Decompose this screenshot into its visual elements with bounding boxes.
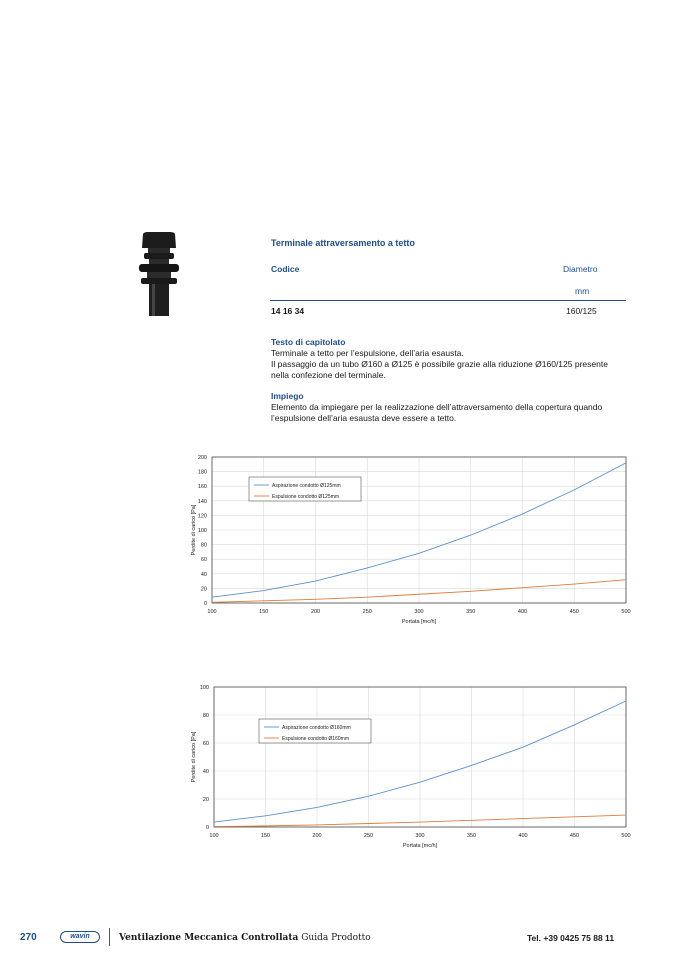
y-tick-label: 20 bbox=[202, 797, 209, 803]
y-tick-label: 40 bbox=[200, 571, 207, 578]
y-tick-label: 160 bbox=[197, 484, 207, 491]
table-divider bbox=[270, 300, 626, 301]
usage-heading: Impiego bbox=[271, 391, 304, 401]
y-axis-label: Perdite di carico [Pa] bbox=[191, 731, 197, 783]
x-axis-label: Portata [mc/h] bbox=[401, 619, 437, 625]
y-tick-label: 0 bbox=[205, 825, 209, 831]
x-tick-label: 450 bbox=[569, 609, 579, 615]
x-tick-label: 250 bbox=[363, 833, 374, 839]
spec-line: nella confezione del terminale. bbox=[271, 370, 386, 380]
legend-entry: Espulsione condotto Ø125mm bbox=[272, 493, 339, 500]
x-tick-label: 250 bbox=[362, 609, 372, 615]
y-tick-label: 120 bbox=[197, 513, 207, 520]
diametro-label: Diametro bbox=[563, 264, 598, 274]
footer-separator bbox=[109, 928, 110, 946]
y-tick-label: 40 bbox=[202, 769, 209, 775]
product-code: 14 16 34 bbox=[271, 306, 305, 316]
wavin-logo: wavin bbox=[60, 931, 100, 943]
x-tick-label: 300 bbox=[414, 609, 424, 615]
y-tick-label: 60 bbox=[202, 741, 209, 747]
usage-line: l’espulsione dell’aria esausta deve essere a tetto. bbox=[271, 413, 457, 423]
usage-line: Elemento da impiegare per la realizzazione dell’attraversamento della copertura quando bbox=[271, 402, 603, 412]
x-tick-label: 350 bbox=[466, 609, 476, 615]
spec-line: Terminale a tetto per l’espulsione, dell’aria esausta. bbox=[271, 348, 464, 358]
x-tick-label: 150 bbox=[260, 833, 271, 839]
footer-title-rest: Guida Prodotto bbox=[301, 933, 371, 943]
product-image bbox=[134, 230, 184, 318]
y-tick-label: 80 bbox=[200, 542, 207, 549]
y-tick-label: 100 bbox=[199, 685, 209, 691]
x-tick-label: 450 bbox=[569, 833, 580, 839]
x-tick-label: 350 bbox=[466, 833, 477, 839]
y-tick-label: 180 bbox=[197, 469, 207, 476]
y-tick-label: 0 bbox=[203, 601, 207, 607]
legend-entry: Aspirazione condotto Ø125mm bbox=[272, 482, 341, 489]
y-tick-label: 140 bbox=[197, 498, 207, 505]
y-tick-label: 60 bbox=[200, 557, 207, 564]
x-tick-label: 100 bbox=[207, 609, 217, 615]
spec-body bbox=[271, 348, 631, 381]
usage-body bbox=[271, 402, 631, 424]
x-tick-label: 400 bbox=[517, 609, 528, 615]
footer-title-bold: Ventilazione Meccanica Controllata bbox=[119, 933, 299, 943]
y-tick-label: 20 bbox=[200, 586, 207, 593]
y-axis-label: Perdite di carico [Pa] bbox=[191, 504, 197, 556]
x-tick-label: 500 bbox=[621, 609, 631, 615]
diametro-unit: mm bbox=[575, 286, 590, 296]
x-tick-label: 200 bbox=[310, 609, 321, 615]
footer-title bbox=[119, 933, 371, 943]
spec-line: Il passaggio da un tubo Ø160 a Ø125 è possibile grazie alla riduzione Ø160/125 presente bbox=[271, 359, 608, 369]
footer-tel: Tel. +39 0425 75 88 11 bbox=[527, 933, 615, 943]
x-tick-label: 100 bbox=[209, 833, 219, 839]
x-tick-label: 150 bbox=[259, 609, 269, 615]
y-tick-label: 80 bbox=[202, 713, 209, 719]
legend-entry: Aspirazione condotto Ø160mm bbox=[282, 724, 351, 731]
x-tick-label: 200 bbox=[312, 833, 322, 839]
y-tick-label: 200 bbox=[197, 455, 207, 461]
y-tick-label: 100 bbox=[197, 528, 207, 534]
product-diameter: 160/125 bbox=[566, 306, 597, 316]
codice-label: Codice bbox=[271, 264, 300, 274]
legend-entry: Espulsione condotto Ø160mm bbox=[282, 735, 349, 742]
x-tick-label: 500 bbox=[621, 833, 631, 839]
pressure-loss-chart-160 bbox=[185, 680, 635, 852]
page-number: 270 bbox=[20, 932, 37, 943]
x-tick-label: 400 bbox=[518, 833, 528, 839]
spec-heading: Testo di capitolato bbox=[271, 337, 346, 347]
pressure-loss-chart-125 bbox=[185, 450, 635, 630]
product-title: Terminale attraversamento a tetto bbox=[271, 238, 415, 248]
x-tick-label: 300 bbox=[415, 833, 425, 839]
x-axis-label: Portata [mc/h] bbox=[402, 843, 438, 849]
